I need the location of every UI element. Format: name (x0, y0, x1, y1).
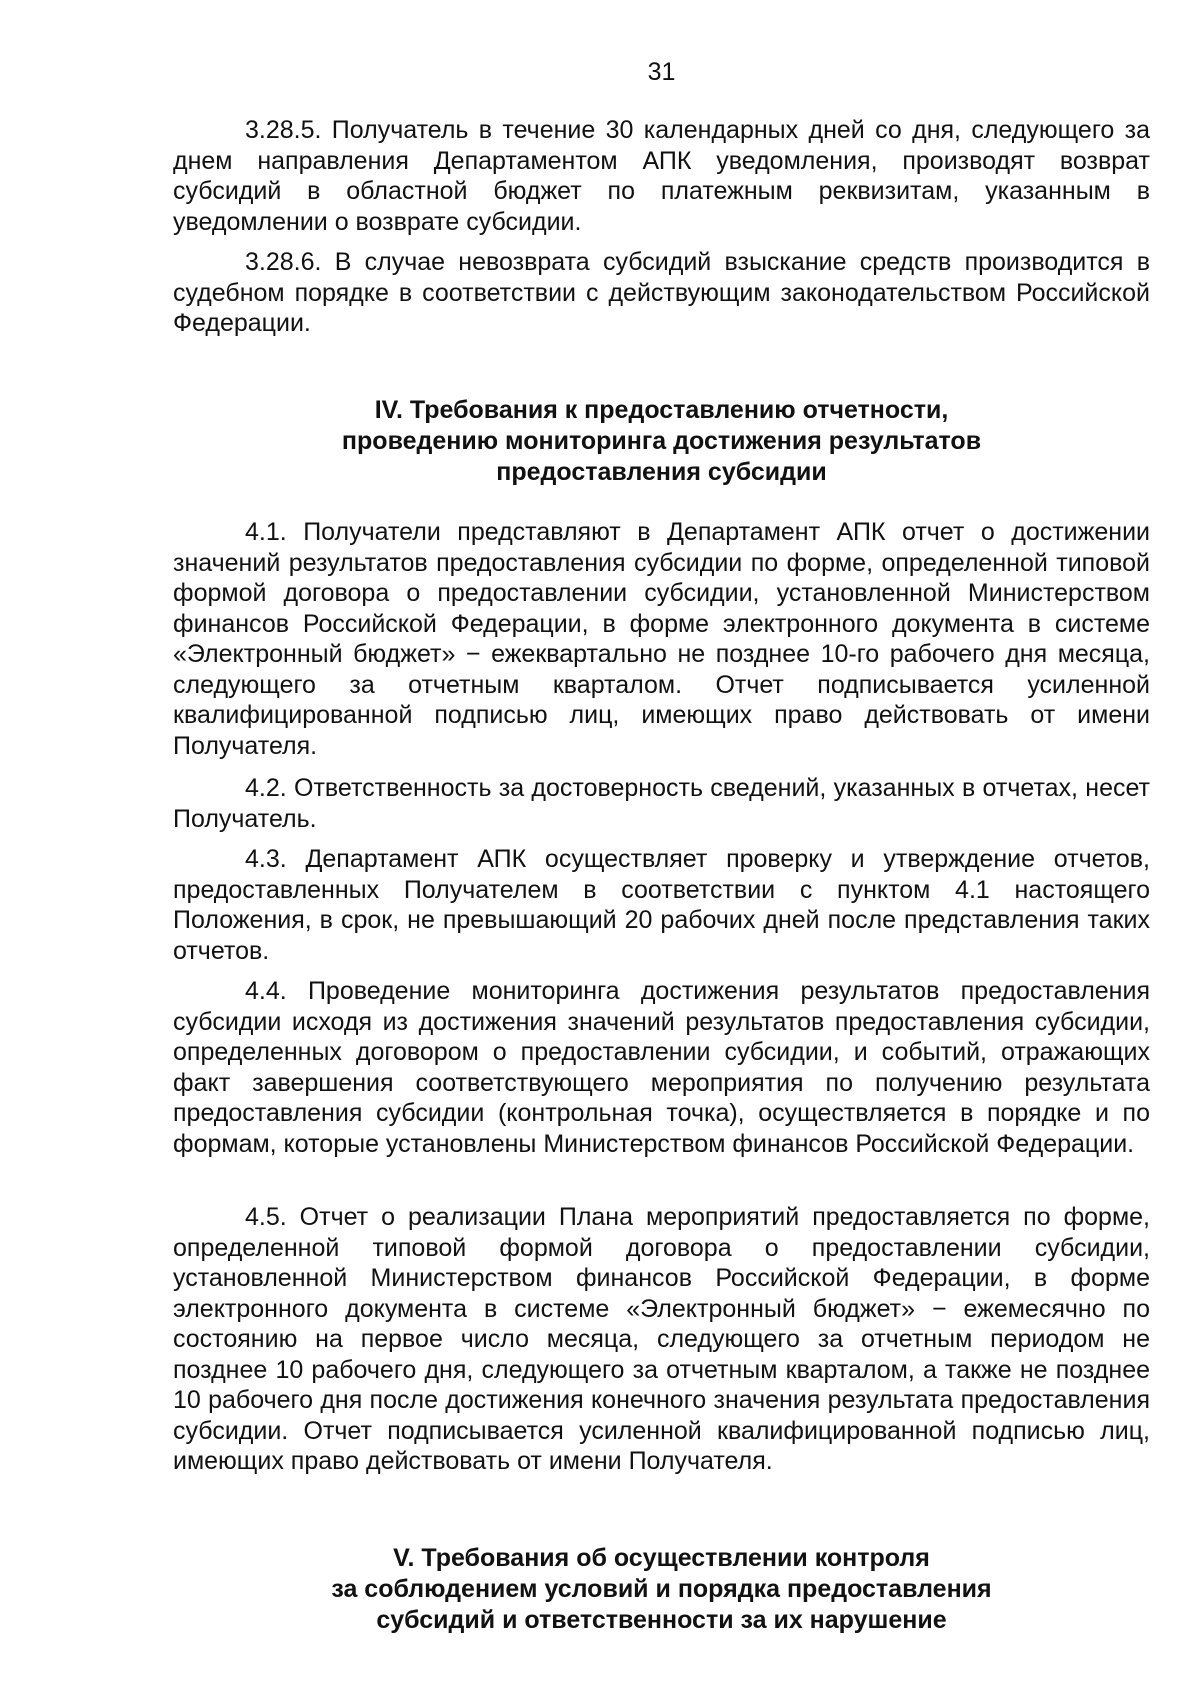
paragraph-3-28-6: 3.28.6. В случае невозврата субсидий взыскание средств производится в судебном порядке в соответствии с действующим законодательством Российской Федерации. (173, 248, 1150, 337)
section-4-heading-line-1: IV. Требования к предоставлению отчетности, (374, 396, 949, 424)
section-5-heading-line-1: V. Требования об осуществлении контроля (393, 1544, 930, 1572)
section-5-heading-line-2: за соблюдением условий и порядка предоставления (331, 1575, 992, 1603)
paragraph-4-3: 4.3. Департамент АПК осуществляет проверку и утверждение отчетов, предоставленных Получателем в соответствии с пунктом 4.1 настоящего Положения, в срок, не превышающий 20 рабочих дней после представления таких отчетов. (173, 845, 1150, 965)
paragraph-4-4: 4.4. Проведение мониторинга достижения результатов предоставления субсидии исходя из достижения значений результатов предоставления субсидии, определенных договором о предоставлении субсидии, и событий, отражающих факт завершения соответствующего мероприятия по получению результата предоставления субсидии (контрольная точка), осуществляется в порядке и по формам, которые установлены Министерством финансов Российской Федерации. (173, 977, 1150, 1158)
section-5-heading (173, 1543, 1150, 1636)
paragraph-4-2: 4.2. Ответственность за достоверность сведений, указанных в отчетах, несет Получатель. (173, 774, 1150, 833)
section-4-heading (173, 395, 1150, 488)
section-5-heading-line-3: субсидий и ответственности за их нарушение (376, 1606, 947, 1634)
section-4-heading-line-3: предоставления субсидии (496, 458, 827, 486)
paragraph-3-28-5: 3.28.5. Получатель в течение 30 календарных дней со дня, следующего за днем направления Департаментом АПК уведомления, производят возврат субсидий в областной бюджет по платежным реквизитам, указанным в уведомлении о возврате субсидии. (173, 116, 1150, 236)
paragraph-4-1: 4.1. Получатели представляют в Департамент АПК отчет о достижении значений результатов предоставления субсидии по форме, определенной типовой формой договора о предоставлении субсидии, установленной Министерством финансов Российской Федерации, в форме электронного документа в системе «Электронный бюджет» − ежеквартально не позднее 10-го рабочего дня месяца, следующего за отчетным кварталом. Отчет подписывается усиленной квалифицированной подписью лиц, имеющих право действовать от имени Получателя. (173, 518, 1150, 760)
section-4-heading-line-2: проведению мониторинга достижения результатов (341, 427, 982, 455)
paragraph-4-5: 4.5. Отчет о реализации Плана мероприятий предоставляется по форме, определенной типовой формой договора о предоставлении субсидии, установленной Министерством финансов Российской Федерации, в форме электронного документа в системе «Электронный бюджет» − ежемесячно по состоянию на первое число месяца, следующего за отчетным периодом не позднее 10 рабочего дня, следующего за отчетным кварталом, а также не позднее 10 рабочего дня после достижения конечного значения результата предоставления субсидии. Отчет подписывается усиленной квалифицированной подписью лиц, имеющих право действовать от имени Получателя. (173, 1203, 1150, 1475)
page-number: 31 (647, 58, 676, 86)
